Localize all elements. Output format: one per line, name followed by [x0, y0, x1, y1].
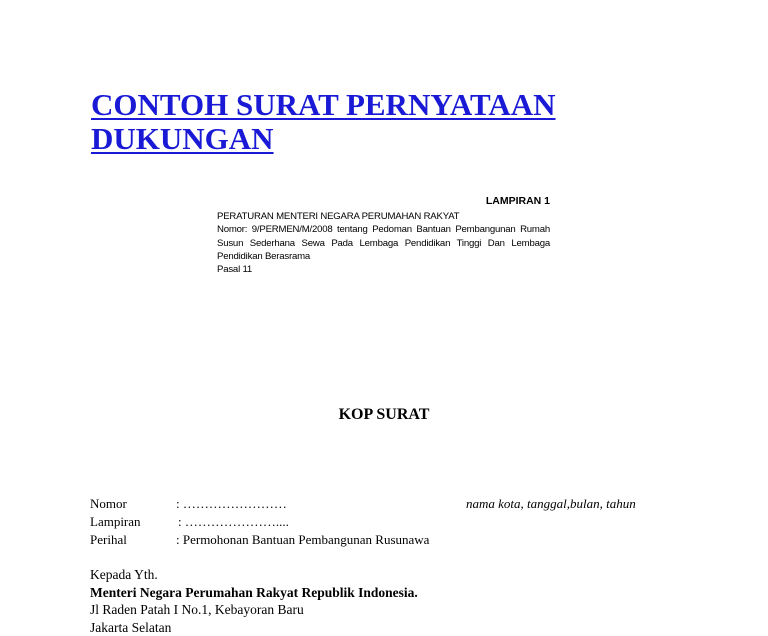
recipient-greeting: Kepada Yth.: [90, 566, 418, 584]
field-subject-value: : Permohonan Bantuan Pembangunan Rusunawa: [176, 532, 429, 548]
recipient-block: [90, 566, 418, 636]
recipient-address: Jl Raden Patah I No.1, Kebayoran Baru: [90, 601, 418, 619]
field-subject-label: Perihal: [90, 532, 127, 548]
regulation-title: PERATURAN MENTERI NEGARA PERUMAHAN RAKYAT: [217, 210, 550, 223]
appendix-label: LAMPIRAN 1: [486, 195, 550, 207]
field-number-label: Nomor: [90, 496, 127, 512]
field-number-value: : ……………………: [176, 496, 287, 512]
regulation-article: Pasal 11: [217, 263, 550, 276]
place-date: nama kota, tanggal,bulan, tahun: [466, 496, 636, 512]
recipient-name: Menteri Negara Perumahan Rakyat Republik Indonesia.: [90, 584, 418, 602]
recipient-city: Jakarta Selatan: [90, 619, 418, 636]
field-attachment-value: : …………………....: [178, 514, 289, 530]
field-attachment-label: Lampiran: [90, 514, 141, 530]
regulation-number: Nomor: 9/PERMEN/M/2008 tentang Pedoman Bantuan Pembangunan Rumah Susun Sederhana Sewa Pada Lembaga Pendidikan Tinggi Dan Lembaga Pendidikan Berasrama: [217, 223, 550, 263]
title-line-2: DUKUNGAN: [91, 122, 556, 156]
letterhead-placeholder: KOP SURAT: [0, 406, 768, 424]
page-title: [91, 88, 556, 156]
regulation-block: [217, 210, 550, 276]
title-line-1: CONTOH SURAT PERNYATAAN: [91, 88, 556, 122]
